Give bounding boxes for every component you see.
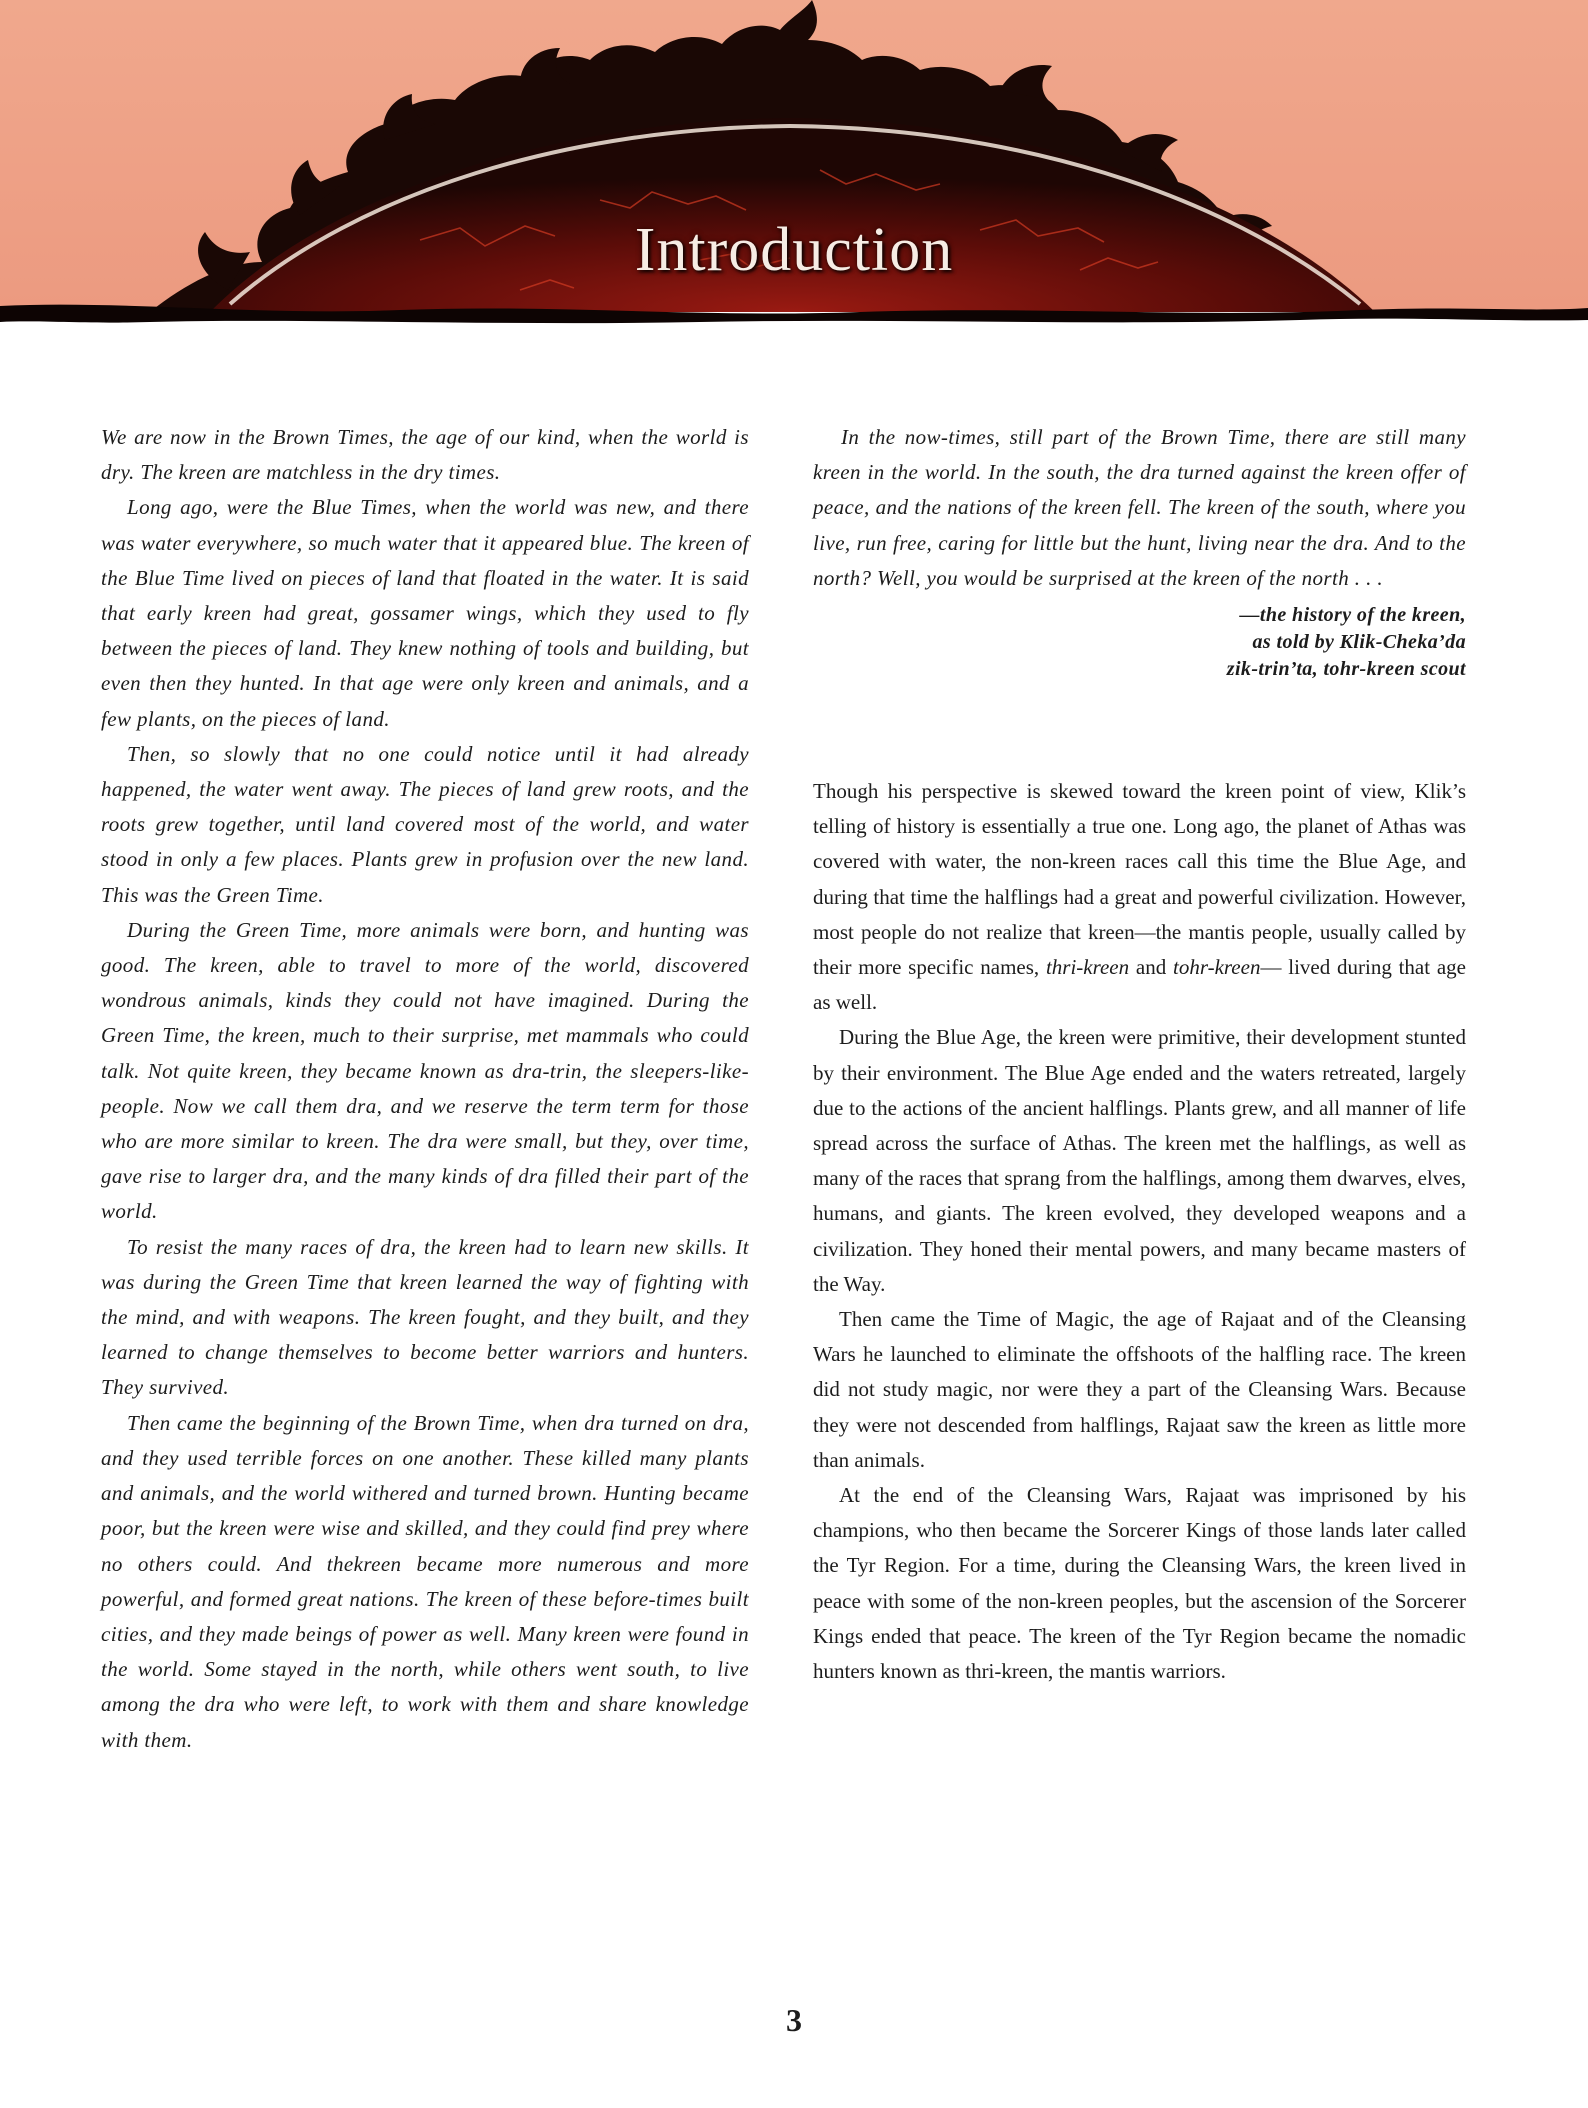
left-column-kreen-history bbox=[101, 420, 749, 1758]
right-paragraph-1-end: — lived during that age as well. bbox=[813, 955, 1467, 1015]
term-tohr-kreen: tohr-kreen bbox=[1173, 955, 1261, 980]
right-paragraph-3: Then came the Time of Magic, the age of Rajaat and of the Cleansing Wars he launched to eliminate the offshoots of the halfling race. The kreen did not study magic, nor were they a part of the Cleansing Wars. Because they were not descended from halflings, Rajaat saw the kreen as little more than animals. bbox=[813, 1307, 1466, 1472]
term-thri-kreen: thri-kreen bbox=[1045, 955, 1130, 980]
right-paragraph-2: During the Blue Age, the kreen were primitive, their development stunted by their environment. The Blue Age ended and the waters retreated, largely due to the actions of the ancient halflings. Plants grew, and all manner of life spread across the surface of Athas. The kreen met the halflings, as well as many of the races that sprang from the halflings, among them dwarves, elves, humans, and giants. The kreen evolved, they developed weapons and a civilization. They honed their mental powers, and many became masters of the Way. bbox=[813, 1025, 1466, 1296]
right-column-quote bbox=[813, 420, 1466, 683]
left-paragraph-4: During the Green Time, more animals were born, and hunting was good. The kreen, able to travel to more of the world, discovered wondrous animals, kinds they could not have imagined. During the Green Time, the kreen, much to their surprise, met mammals who could talk. Not quite kreen, they became known as dra-trin, the sleepers-like-people. Now we call them dra, and we reserve the term term for those who are more similar to kreen. The dra were small, but they, over time, gave rise to larger dra, and the many kinds of dra filled their part of the world. bbox=[101, 917, 749, 1224]
left-paragraph-3: Then, so slowly that no one could notice until it had already happened, the water went away. The pieces of land grew roots, and the roots grew together, until land covered most of the world, and water stood in only a few places. Plants grew in profusion over the new land. This was the Green Time. bbox=[101, 741, 749, 907]
attribution-line-3: zik-trin’ta, tohr-kreen scout bbox=[1226, 658, 1466, 681]
left-paragraph-2: Long ago, were the Blue Times, when the world was new, and there was water everywhere, so much water that it appeared blue. The kreen of the Blue Time lived on pieces of land that floated in the water. It is said that early kreen had great, gossamer wings, which they used to fly between the pieces of land. They knew nothing of tools and building, but even then they hunted. In that age were only kreen and animals, and a few plants, on the pieces of land. bbox=[101, 495, 749, 731]
quote-attribution bbox=[813, 602, 1466, 683]
and-word: and bbox=[1129, 955, 1174, 980]
right-paragraph-1-start: Though his perspective is skewed toward the kreen point of view, Klik’s telling of history is essentially a true one. Long ago, the planet of Athas was covered with water, the non-kreen races call this time the Blue Age, and during that time the halflings had a great and powerful civilization. However, most people do not realize that kreen—the mantis people, usually called by their more specific names, bbox=[813, 779, 1466, 980]
burning-sun-horizon-icon bbox=[0, 0, 1588, 340]
page-title: Introduction bbox=[634, 216, 954, 284]
page-number: 3 bbox=[786, 2002, 802, 2038]
right-quote-paragraph: In the now-times, still part of the Brown Time, there are still many kreen in the world. In the south, the dra turned against the kreen offer of peace, and the nations of the kreen fell. The kreen of the south, where you live, run free, caring for little but the hunt, living near the dra. And to the north? Well, you would be surprised at the kreen of the north . . . bbox=[813, 425, 1466, 590]
left-paragraph-6: Then came the beginning of the Brown Time, when dra turned on dra, and they used terrible forces on one another. These killed many plants and animals, and the world withered and turned brown. Hunting became poor, but the kreen were wise and skilled, and they could find prey where no others could. And thekreen became more numerous and more powerful, and formed great nations. The kreen of these before-times built cities, and they made beings of power as well. Many kreen were found in the world. Some stayed in the north, while others went south, to live among the dra who were left, to work with them and share knowledge with them. bbox=[101, 1410, 749, 1752]
right-column-body bbox=[813, 774, 1466, 1689]
attribution-line-1: —the history of the kreen, bbox=[1239, 604, 1466, 627]
left-paragraph-1: We are now in the Brown Times, the age of our kind, when the world is dry. The kreen are matchless in the dry times. bbox=[101, 425, 749, 485]
right-paragraph-1 bbox=[813, 774, 1466, 1020]
right-paragraph-4: At the end of the Cleansing Wars, Rajaat was imprisoned by his champions, who then became the Sorcerer Kings of those lands later called the Tyr Region. For a time, during the Cleansing Wars, the kreen lived in peace with some of the non-kreen peoples, but the ascension of the Sorcerer Kings ended that peace. The kreen of the Tyr Region became the nomadic hunters known as thri-kreen, the mantis warriors. bbox=[813, 1483, 1466, 1684]
attribution-line-2: as told by Klik-Cheka’da bbox=[1252, 631, 1466, 654]
left-paragraph-5: To resist the many races of dra, the kreen had to learn new skills. It was during the Green Time that kreen learned the way of fighting with the mind, and with weapons. The kreen fought, and they built, and they learned to change themselves to become better warriors and hunters. They survived. bbox=[101, 1234, 749, 1400]
chapter-banner bbox=[0, 0, 1588, 340]
